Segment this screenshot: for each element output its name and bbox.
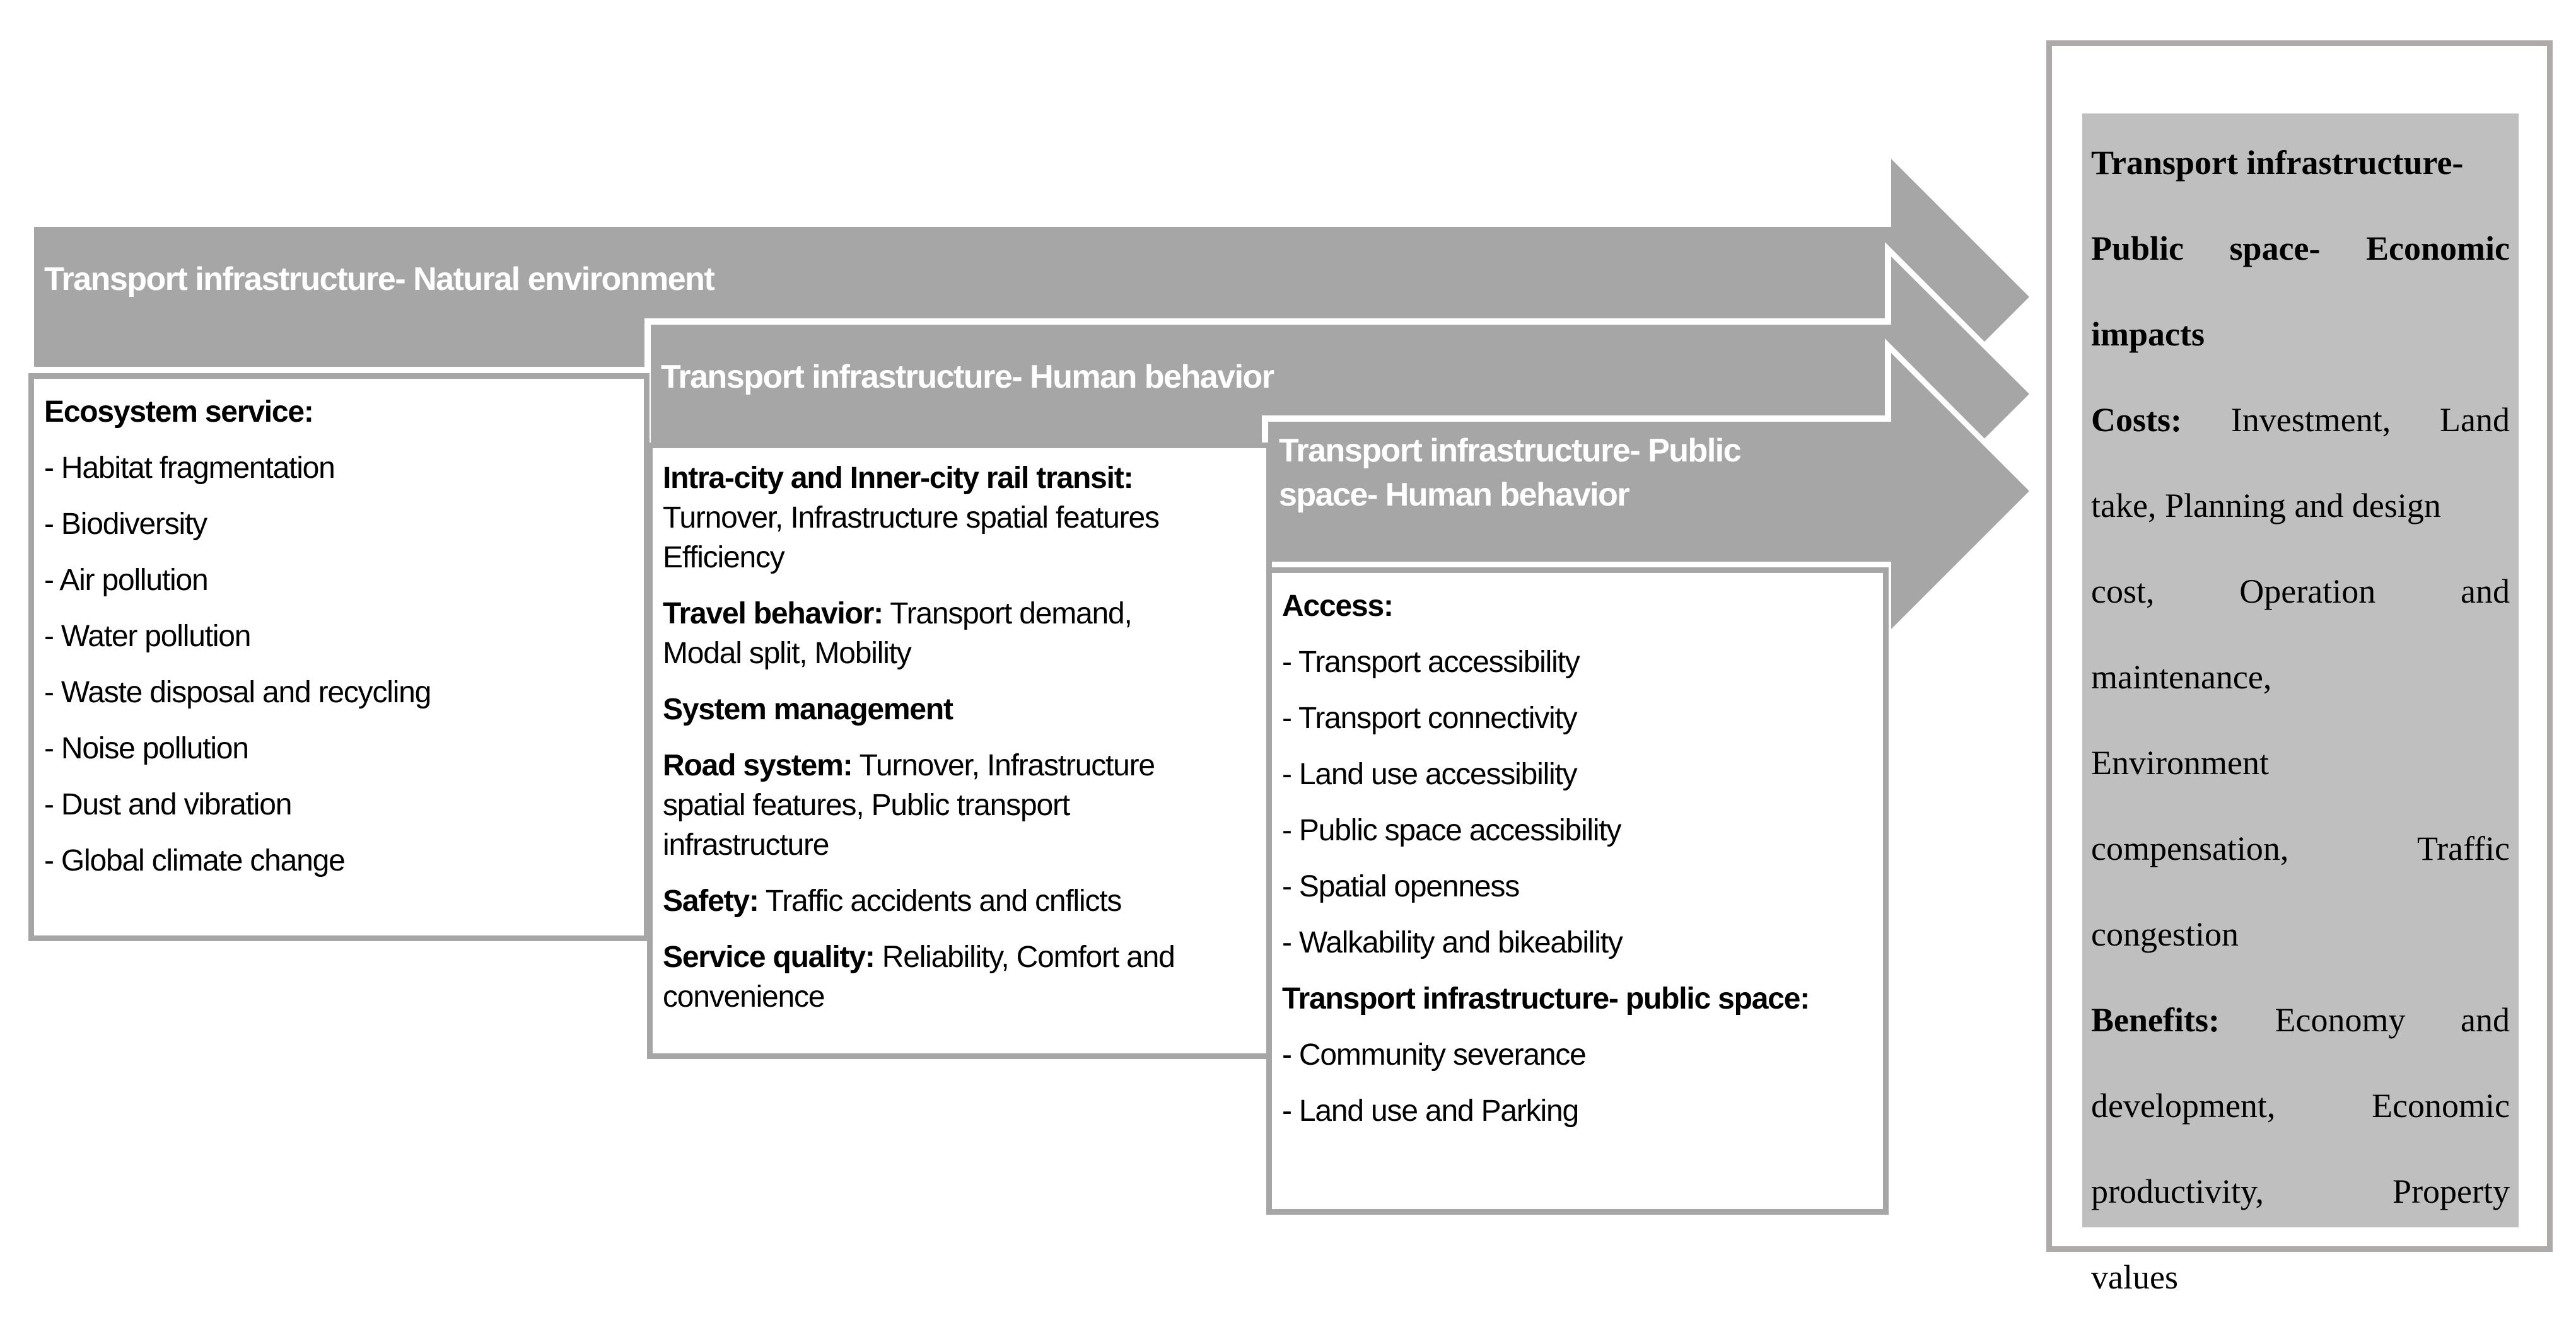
section-text: Turnover, Infrastructure xyxy=(852,749,1155,782)
arrow-label-human-behavior: Transport infrastructure- Human behavior xyxy=(661,359,1274,395)
costs-word: Traffic xyxy=(2417,830,2510,867)
box-public-space xyxy=(1266,567,1889,1215)
list-item: - Community severance xyxy=(1282,1038,1586,1072)
list-item: - Dust and vibration xyxy=(44,788,292,821)
section-travel-behavior xyxy=(663,594,1260,673)
costs-word: Investment, xyxy=(2230,401,2391,439)
section-text: Traffic accidents and cnflicts xyxy=(758,884,1122,918)
costs-line-3 xyxy=(2091,548,2510,634)
benefits-line-4: values xyxy=(2091,1258,2178,1296)
list-item: - Biodiversity xyxy=(44,507,207,541)
benefits-line-2 xyxy=(2091,1063,2510,1149)
section-system-management xyxy=(663,690,1260,729)
costs-line-1 xyxy=(2091,377,2510,463)
costs-line-6 xyxy=(2091,806,2510,891)
costs-word: compensation, xyxy=(2091,830,2289,867)
costs-word: and xyxy=(2461,572,2510,610)
list-item: - Transport accessibility xyxy=(1282,646,1580,679)
list-item: - Land use and Parking xyxy=(1282,1094,1578,1128)
box-natural-environment xyxy=(28,373,650,941)
costs-word: Land xyxy=(2440,401,2510,439)
section-safety xyxy=(663,881,1260,921)
costs-line-7: congestion xyxy=(2091,915,2239,953)
section-text: Transport demand, xyxy=(882,597,1132,630)
heading-transport-public-space: Transport infrastructure- public space: xyxy=(1282,982,1810,1016)
section-text: spatial features, Public transport xyxy=(663,789,1069,822)
panel-title-word: Public xyxy=(2091,229,2184,267)
section-label: System management xyxy=(663,693,953,726)
economic-panel xyxy=(2082,113,2519,1296)
arrow-label-public-space-line-2: space- Human behavior xyxy=(1279,477,1629,513)
costs-word: cost, xyxy=(2091,572,2155,610)
heading-ecosystem-service: Ecosystem service: xyxy=(44,395,313,429)
list-item: - Land use accessibility xyxy=(1282,758,1577,791)
benefits-word: development, xyxy=(2091,1087,2276,1125)
benefits-word: Economy xyxy=(2275,1001,2406,1039)
section-text: Modal split, Mobility xyxy=(663,637,911,670)
costs-word: Operation xyxy=(2239,572,2376,610)
section-service-quality xyxy=(663,937,1260,1017)
benefits-word: productivity, xyxy=(2091,1172,2264,1210)
costs-line-5: Environment xyxy=(2091,744,2269,782)
benefits-line-3 xyxy=(2091,1149,2510,1234)
benefits-word: and xyxy=(2461,1001,2510,1039)
panel-title-line-1: Transport infrastructure- xyxy=(2091,144,2464,182)
list-item: - Transport connectivity xyxy=(1282,702,1577,735)
section-text: convenience xyxy=(663,980,825,1014)
section-text: Turnover, Infrastructure spatial features xyxy=(663,501,1159,535)
heading-access: Access: xyxy=(1282,589,1393,623)
section-text: infrastructure xyxy=(663,828,829,862)
costs-label: Costs: xyxy=(2091,401,2182,439)
panel-title-word: Economic xyxy=(2366,229,2510,267)
section-label: Road system: xyxy=(663,749,853,782)
section-text: Reliability, Comfort and xyxy=(874,941,1175,974)
benefits-word: Economic xyxy=(2372,1087,2510,1125)
list-item: - Water pollution xyxy=(44,620,251,653)
panel-title-line-2 xyxy=(2091,206,2510,291)
costs-line-2: take, Planning and design xyxy=(2091,487,2441,524)
section-text: Efficiency xyxy=(663,541,784,574)
list-item: - Habitat fragmentation xyxy=(44,451,335,485)
arrow-label-public-space xyxy=(1279,429,1740,517)
section-road-system xyxy=(663,746,1260,865)
list-item: - Public space accessibility xyxy=(1282,814,1621,847)
list-item: - Air pollution xyxy=(44,564,208,597)
section-rail-transit xyxy=(663,458,1260,577)
list-item: - Global climate change xyxy=(44,844,345,877)
benefits-label: Benefits: xyxy=(2091,1001,2220,1039)
benefits-line-1 xyxy=(2091,977,2510,1063)
costs-line-4: maintenance, xyxy=(2091,658,2272,696)
list-item: - Noise pollution xyxy=(44,732,248,765)
section-label: Intra-city and Inner-city rail transit: xyxy=(663,461,1133,495)
list-item: - Spatial openness xyxy=(1282,870,1519,903)
box-human-behavior xyxy=(647,443,1272,1059)
list-item: - Waste disposal and recycling xyxy=(44,676,431,709)
benefits-word: Property xyxy=(2392,1172,2510,1210)
section-label: Service quality: xyxy=(663,941,875,974)
section-label: Travel behavior: xyxy=(663,597,883,630)
arrow-label-natural-environment: Transport infrastructure- Natural environment xyxy=(44,261,714,298)
section-label: Safety: xyxy=(663,884,759,918)
arrow-label-public-space-line-1: Transport infrastructure- Public xyxy=(1279,432,1741,469)
panel-title-line-3: impacts xyxy=(2091,315,2205,353)
panel-title-word: space- xyxy=(2229,229,2321,267)
list-item: - Walkability and bikeability xyxy=(1282,926,1623,959)
